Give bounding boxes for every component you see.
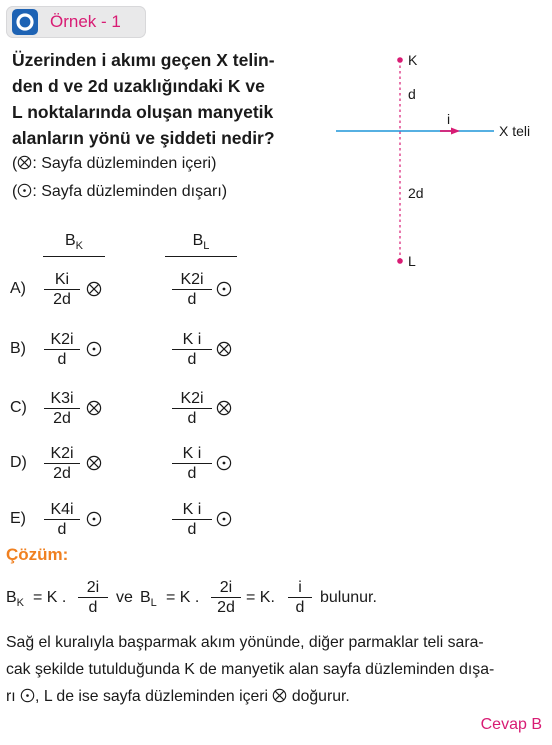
question-line: den d ve 2d uzaklığındaki K ve xyxy=(12,76,265,96)
option-label: C) xyxy=(10,399,27,416)
option-label: E) xyxy=(10,510,26,527)
current-arrow-icon xyxy=(451,128,460,135)
bk-fraction: $\frac{K2i}{d}$ xyxy=(44,330,80,369)
bk-fraction: $\frac{K3i}{2d}$ xyxy=(44,389,80,428)
point-l-label: L xyxy=(408,253,416,269)
into-page-icon xyxy=(86,400,102,416)
bl-fraction: $\frac{\text{K i}}{d}$ xyxy=(172,330,212,369)
formula-and: ve xyxy=(116,589,133,606)
note-into-page: ( : Sayfa düzleminden içeri) xyxy=(12,155,217,172)
column-bk-header: $B_K$ xyxy=(64,232,83,253)
bl-fraction: $\frac{K2i}{d}$ xyxy=(172,389,212,428)
wire-label: X teli xyxy=(499,123,531,139)
option-label: A) xyxy=(10,280,26,297)
bl-fraction: $\frac{\text{K i}}{d}$ xyxy=(172,500,212,539)
into-page-icon xyxy=(86,281,102,297)
option-row[interactable] xyxy=(0,270,260,312)
out-of-page-icon xyxy=(86,341,102,357)
answer-label: Cevap B xyxy=(480,716,542,733)
question-line: L noktalarında oluşan manyetik xyxy=(12,102,274,122)
into-page-icon xyxy=(272,688,287,703)
distance-2d-label: 2d xyxy=(408,185,424,201)
bk-fraction: $\frac{K2i}{2d}$ xyxy=(44,444,80,483)
option-row[interactable] xyxy=(0,389,260,431)
formula-fraction-1: $\frac{2i}{d}$ xyxy=(78,578,108,617)
option-row[interactable] xyxy=(0,500,260,542)
option-row[interactable] xyxy=(0,330,260,372)
formula-eq3: = K. xyxy=(246,589,275,606)
into-page-icon xyxy=(216,341,232,357)
explanation-line: Sağ el kuralıyla başparmak akım yönünde, diğer parmaklar teli sara- xyxy=(6,634,484,651)
option-label: D) xyxy=(10,454,27,471)
formula-fraction-3: $\frac{i}{d}$ xyxy=(288,578,312,617)
option-row[interactable] xyxy=(0,444,260,486)
point-k-label: K xyxy=(408,52,418,68)
solution-title: Çözüm: xyxy=(6,545,69,564)
note-into-page-text: : Sayfa düzleminden içeri) xyxy=(32,155,217,172)
wire-diagram xyxy=(330,50,552,280)
bl-fraction: $\frac{\text{K i}}{d}$ xyxy=(172,444,212,483)
out-of-page-icon xyxy=(216,455,232,471)
option-label: B) xyxy=(10,340,26,357)
point-l xyxy=(397,258,403,264)
question-line: Üzerinden i akımı geçen X telin- xyxy=(12,50,275,70)
out-of-page-icon xyxy=(216,511,232,527)
question-line: alanların yönü ve şiddeti nedir? xyxy=(12,128,275,148)
column-bl-header: $B_L$ xyxy=(192,232,210,253)
into-page-icon xyxy=(86,455,102,471)
explanation-line: cak şekilde tutulduğunda K de manyetik alan sayfa düzleminden dışa- xyxy=(6,661,495,678)
example-title: Örnek - 1 xyxy=(50,12,121,31)
out-of-page-icon xyxy=(216,281,232,297)
circle-icon xyxy=(12,9,38,35)
formula-bk: $B_K$ xyxy=(6,589,25,610)
bk-fraction: $\frac{Ki}{2d}$ xyxy=(44,270,80,309)
solution-formula xyxy=(6,578,546,620)
distance-d-label: d xyxy=(408,86,416,102)
column-bl-rule xyxy=(165,256,237,257)
explanation-line: rı , L de ise sayfa düzleminden içeri doğurur. xyxy=(6,688,350,705)
out-of-page-icon xyxy=(86,511,102,527)
note-out-of-page: ( : Sayfa düzleminden dışarı) xyxy=(12,183,228,200)
bl-fraction: $\frac{K2i}{d}$ xyxy=(172,270,212,309)
column-bk-rule xyxy=(43,256,105,257)
formula-end: bulunur. xyxy=(320,589,377,606)
out-of-page-icon xyxy=(20,688,35,703)
bk-fraction: $\frac{K4i}{d}$ xyxy=(44,500,80,539)
formula-fraction-2: $\frac{2i}{2d}$ xyxy=(211,578,241,617)
into-page-icon xyxy=(17,155,32,170)
formula-eq1: = K . xyxy=(33,589,67,606)
into-page-icon xyxy=(216,400,232,416)
note-out-of-page-text: : Sayfa düzleminden dışarı) xyxy=(32,183,228,200)
point-k xyxy=(397,57,403,63)
out-of-page-icon xyxy=(17,183,32,198)
current-label: i xyxy=(447,111,451,127)
formula-eq2: = K . xyxy=(166,589,200,606)
formula-bl: $B_L$ xyxy=(140,589,157,610)
